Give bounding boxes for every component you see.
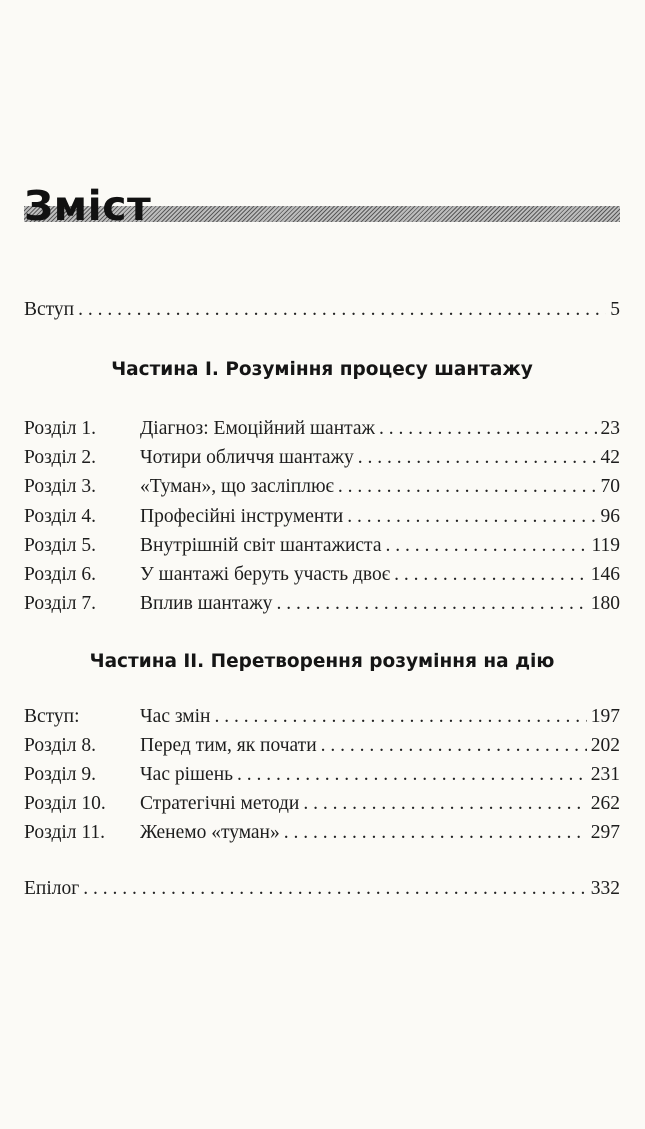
toc-entry-intro[interactable] (24, 296, 620, 324)
page-number: 5 (610, 299, 620, 320)
dot-leader (303, 790, 586, 818)
part-1-heading: Частина I. Розуміння процесу шантажу (111, 359, 533, 380)
page-number: 180 (590, 593, 620, 614)
part-2-heading: Частина II. Перетворення розуміння на дію (89, 651, 555, 672)
toc-entry-chapter-6[interactable] (24, 561, 620, 589)
entry-label: Епілог (24, 878, 80, 899)
chapter-label: Вступ: (24, 706, 80, 727)
toc-entry-chapter-8[interactable] (24, 732, 620, 760)
dot-leader (379, 415, 596, 443)
chapter-label: Розділ 5. (24, 535, 97, 556)
toc-entry-part2-intro[interactable] (24, 703, 620, 731)
chapter-title: Час рішень (140, 764, 234, 785)
dot-leader (237, 761, 587, 789)
chapter-label: Розділ 6. (24, 564, 97, 585)
toc-entry-chapter-9[interactable] (24, 761, 620, 789)
chapter-title: Вплив шантажу (140, 593, 273, 614)
dot-leader (394, 561, 587, 589)
chapter-label: Розділ 9. (24, 764, 97, 785)
toc-entry-chapter-5[interactable] (24, 532, 620, 560)
entry-label: Вступ (24, 299, 75, 320)
chapter-title: Женемо «туман» (140, 822, 280, 843)
dot-leader (321, 732, 587, 760)
chapter-label: Розділ 11. (24, 822, 106, 843)
toc-entry-chapter-10[interactable] (24, 790, 620, 818)
chapter-title: У шантажі беруть участь двоє (140, 564, 391, 585)
page-number: 119 (591, 535, 620, 556)
chapter-label: Розділ 2. (24, 447, 97, 468)
page-number: 332 (590, 878, 620, 899)
dot-leader (338, 473, 597, 501)
page-number: 96 (600, 506, 620, 527)
toc-entry-chapter-4[interactable] (24, 503, 620, 531)
page-title: Зміст (24, 182, 152, 230)
page-number: 262 (590, 793, 620, 814)
toc-entry-chapter-7[interactable] (24, 590, 620, 618)
chapter-title: Перед тим, як почати (140, 735, 317, 756)
dot-leader (358, 444, 597, 472)
dot-leader (284, 819, 587, 847)
page-number: 70 (600, 476, 620, 497)
chapter-title: Чотири обличчя шантажу (140, 447, 354, 468)
chapter-title: Внутрішній світ шантажиста (140, 535, 382, 556)
page-number: 42 (600, 447, 620, 468)
chapter-label: Розділ 10. (24, 793, 106, 814)
toc-heading (24, 182, 620, 232)
page-number: 231 (590, 764, 620, 785)
dot-leader (78, 296, 606, 324)
page-number: 297 (590, 822, 620, 843)
chapter-label: Розділ 8. (24, 735, 97, 756)
dot-leader (385, 532, 587, 560)
dot-leader (276, 590, 586, 618)
dot-leader (83, 875, 587, 903)
chapter-label: Розділ 1. (24, 418, 97, 439)
chapter-title: Час змін (140, 706, 211, 727)
chapter-title: «Туман», що засліплює (140, 476, 334, 497)
toc-entry-chapter-11[interactable] (24, 819, 620, 847)
toc-entry-chapter-2[interactable] (24, 444, 620, 472)
page-number: 202 (590, 735, 620, 756)
chapter-title: Діагноз: Емоційний шантаж (140, 418, 376, 439)
chapter-label: Розділ 4. (24, 506, 97, 527)
page-number: 23 (600, 418, 620, 439)
chapter-label: Розділ 7. (24, 593, 97, 614)
chapter-title: Професійні інструменти (140, 506, 344, 527)
toc-entry-chapter-1[interactable] (24, 415, 620, 443)
page-number: 197 (590, 706, 620, 727)
chapter-label: Розділ 3. (24, 476, 97, 497)
toc-entry-chapter-3[interactable] (24, 473, 620, 501)
toc-entry-epilogue[interactable] (24, 875, 620, 903)
chapter-title: Стратегічні методи (140, 793, 300, 814)
page-number: 146 (590, 564, 620, 585)
dot-leader (214, 703, 586, 731)
dot-leader (347, 503, 596, 531)
